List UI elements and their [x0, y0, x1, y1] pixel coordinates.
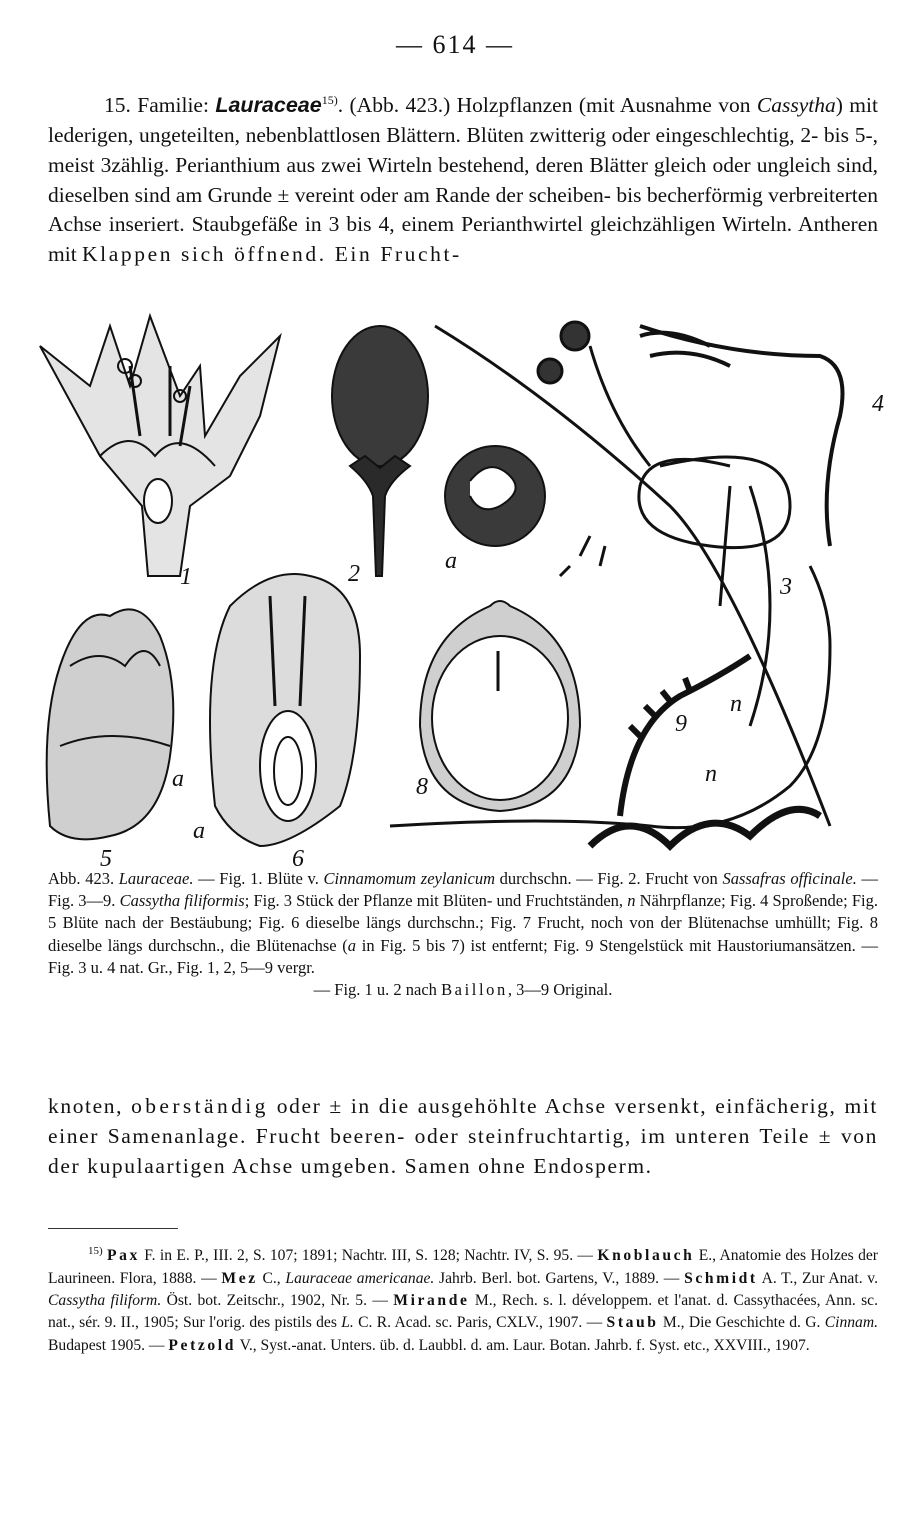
- fig-label-a-5: a: [172, 766, 184, 792]
- fn-pax: Pax: [107, 1247, 140, 1265]
- fn-f7: M., Rech. s. l. développem. et l'anat. d. Cassythacées, Ann. sc. nat., sér. 9. II., 1905; Sur l'orig. des pistils des: [48, 1292, 878, 1332]
- fig-label-a-7: a: [445, 548, 457, 574]
- caption-n: n: [627, 891, 636, 911]
- intro-cassytha: Cassytha: [756, 93, 836, 118]
- caption-t4: ; Fig. 3 Stück der Pflanze mit Blüten- und Fruchtständen,: [244, 891, 628, 911]
- cont-t1: knoten,: [48, 1094, 132, 1118]
- family-name: Lauraceae: [215, 93, 322, 118]
- caption-baillon: Baillon: [441, 980, 508, 1000]
- fn-knoblauch: Knoblauch: [597, 1247, 695, 1265]
- page-number: — 614 —: [396, 30, 514, 59]
- caption-t1: — Fig. 1. Blüte v.: [193, 869, 324, 888]
- footnote-rule: [48, 1228, 178, 1229]
- footnote-mark: 15): [88, 1245, 103, 1257]
- fn-f5: A. T., Zur Anat. v.: [757, 1269, 878, 1287]
- fig-label-4: 4: [872, 391, 884, 417]
- fig-label-2: 2: [348, 561, 360, 587]
- intro-paragraph: [48, 86, 878, 270]
- fn-mez: Mez: [221, 1269, 258, 1287]
- caption-last-2: , 3—9 Original.: [507, 980, 613, 1000]
- fig4-shoot-drawing: [640, 326, 843, 546]
- fig-label-9: 9: [675, 711, 687, 737]
- fig-label-n-upper: n: [730, 691, 742, 717]
- fn-f9: M., Die Geschichte d. G.: [658, 1314, 825, 1332]
- fn-cassytha-filiform: Cassytha filiform.: [48, 1292, 162, 1309]
- fig-label-1: 1: [180, 564, 192, 590]
- botanical-figure: [30, 306, 890, 866]
- fig-label-8: 8: [416, 774, 428, 800]
- caption-a: a: [347, 935, 357, 955]
- fn-mirande: Mirande: [393, 1292, 470, 1309]
- fn-f8: C. R. Acad. sc. Paris, CXLV., 1907. —: [353, 1314, 607, 1332]
- fn-f10: Budapest 1905. —: [48, 1336, 169, 1354]
- fig8-fruit-section-drawing: [420, 601, 580, 811]
- caption-last-1: — Fig. 1 u. 2 nach: [313, 980, 442, 1000]
- family-prefix: 15. Familie:: [104, 93, 216, 118]
- footnote: [48, 1240, 878, 1357]
- fn-l: L.: [341, 1314, 354, 1332]
- caption-t2: durchschn. — Fig. 2. Frucht von: [495, 869, 723, 888]
- caption-abb: Abb. 423.: [48, 869, 119, 888]
- caption-sassafras: Sassafras officinale.: [722, 869, 857, 888]
- fn-cinnam: Cinnam.: [824, 1314, 879, 1332]
- fig5-flower-drawing: [47, 609, 174, 839]
- fn-f11: V., Syst.-anat. Unters. üb. d. Laubbl. d. am. Laur. Botan. Jahrb. f. Syst. etc., XXVIII., 1907.: [235, 1336, 810, 1354]
- fn-f6: Öst. bot. Zeitschr., 1902, Nr. 5. —: [161, 1292, 394, 1309]
- intro-text-a: . (Abb. 423.) Holzpflanzen (mit Ausnahme von: [337, 93, 757, 118]
- cont-spaced: oberständig: [131, 1094, 269, 1118]
- fn-schmidt: Schmidt: [684, 1269, 758, 1287]
- caption-t3: — Fig. 3—9.: [48, 869, 879, 911]
- fn-lauraceae-amer: Lauraceae americanae.: [285, 1269, 435, 1287]
- fig-label-6: 6: [292, 846, 304, 866]
- intro-text-b: ) mit lederigen, ungeteilten, nebenblattlosen Blättern. Blüten zwitterig oder eingeschlechtig, 2- bis 5-, meist 3zählig. Perianthium aus zwei Wirteln bestehend, deren Blätter gleich oder ungleich sind, dieselben sind am Grunde ± vereint oder am Rande der scheiben- bis becherförmig verbreiterten Achse inseriert. Staubgefäße in 3 bis 4, einem Perianthwirtel gleichzähligen Wirteln. Antheren mit: [48, 93, 878, 267]
- fig-label-3: 3: [780, 574, 792, 600]
- fig7-fruit-drawing: [445, 446, 545, 546]
- caption-cassytha: Cassytha filiformis: [119, 891, 245, 911]
- caption-lauraceae: Lauraceae.: [118, 869, 194, 888]
- caption-t5: Nährpflanze; Fig. 4 Sproßende; Fig. 5 Blüte nach der Bestäubung; Fig. 6 dieselbe längs durchschn.; Fig. 7 Frucht, noch von der Blütenachse umhüllt; Fig. 8 dieselbe längs durchschn., die Blütenachse (: [48, 891, 878, 955]
- fn-f3: C.,: [257, 1269, 286, 1287]
- fn-f1: F. in E. P., III. 2, S. 107; 1891; Nachtr. III, S. 128; Nachtr. IV, S. 95. —: [139, 1247, 598, 1265]
- caption-t6: in Fig. 5 bis 7) ist entfernt; Fig. 9 Stengelstück mit Haustoriumansätzen. — Fig. 3 u. 4 nat. Gr., Fig. 1, 2, 5—9 vergr.: [48, 935, 878, 977]
- fn-f4: Jahrb. Berl. bot. Gartens, V., 1889. —: [434, 1269, 685, 1287]
- intro-spaced-text: Klappen sich öffnend. Ein Frucht-: [82, 242, 462, 267]
- fn-staub: Staub: [606, 1314, 659, 1332]
- fig-label-5: 5: [100, 846, 112, 866]
- fig-label-n-lower: n: [705, 761, 717, 787]
- fn-f2: E., Anatomie des Holzes der Laurineen. Flora, 1888. —: [48, 1247, 878, 1287]
- figure-caption: [48, 868, 878, 1001]
- caption-cinnamomum: Cinnamomum zeylanicum: [323, 869, 495, 888]
- continuation-paragraph: [48, 1092, 878, 1181]
- fig-label-a-6: a: [193, 818, 205, 844]
- cont-t2: oder ± in die ausgehöhlte Achse versenkt, einfächerig, mit einer Samenanlage. Frucht beeren- oder steinfruchtartig, im unteren Teile ± von der kupulaartigen Achse umgeben. Samen ohne Endosperm.: [48, 1094, 878, 1178]
- fig6-section-drawing: [210, 574, 360, 846]
- fn-petzold: Petzold: [168, 1336, 236, 1354]
- fig2-fruit-drawing: [332, 326, 428, 576]
- footnote-ref: 15): [321, 93, 338, 107]
- fig1-flower-drawing: [40, 316, 280, 576]
